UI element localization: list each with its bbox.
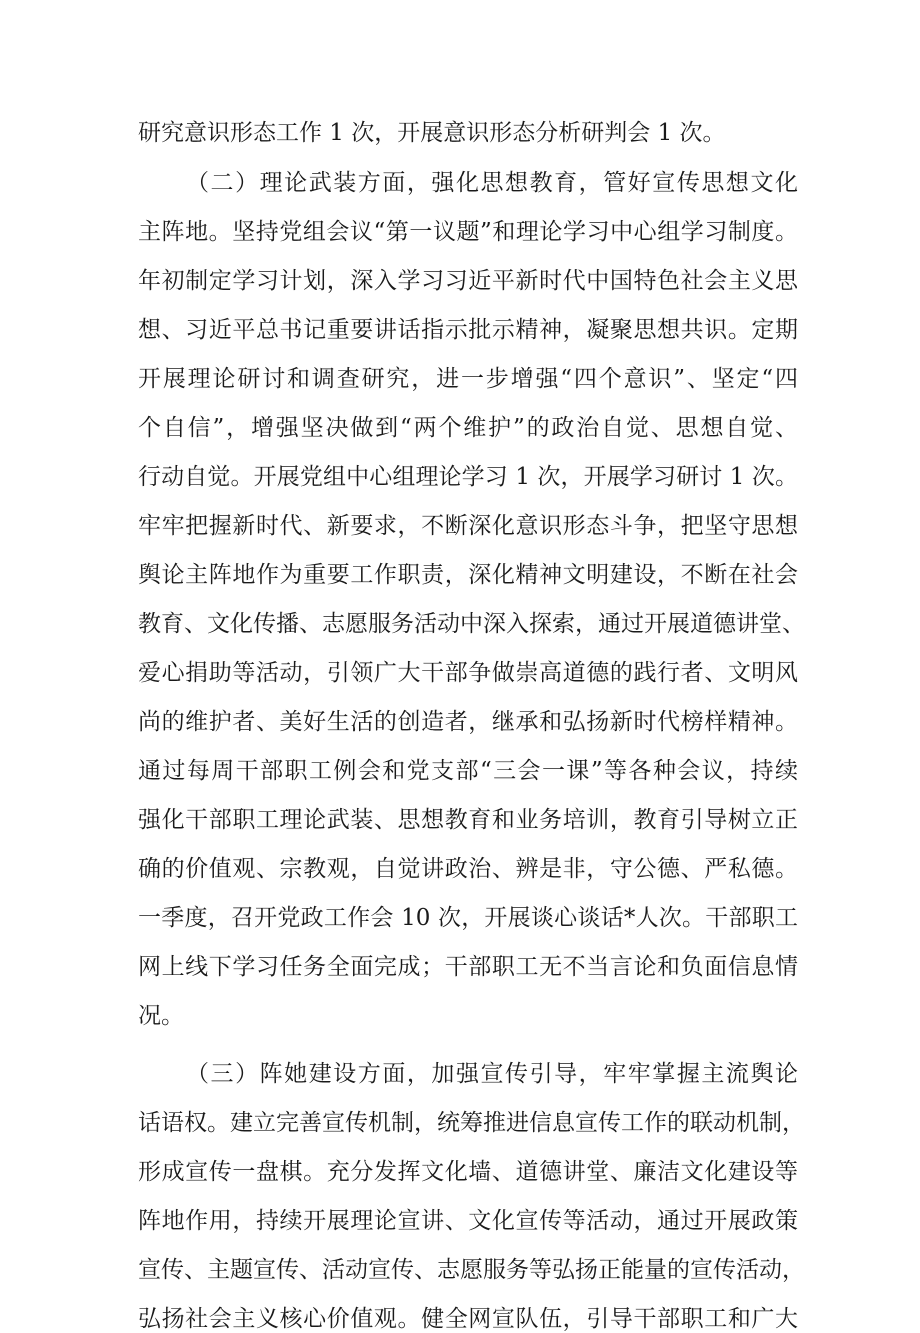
text-line: 尚的维护者、美好生活的创造者，继承和弘扬新时代榜样精神。 xyxy=(138,709,798,735)
text-line: 强化干部职工理论武装、思想教育和业务培训，教育引导树立正 xyxy=(138,807,798,833)
text-line: 牢牢把握新时代、新要求，不断深化意识形态斗争，把坚守思想 xyxy=(138,513,798,539)
text-line: 主阵地。坚持党组会议“第一议题”和理论学习中心组学习制度。 xyxy=(138,219,798,245)
text-line: 况。 xyxy=(138,1003,184,1029)
text-line: 想、习近平总书记重要讲话指示批示精神，凝聚思想共识。定期 xyxy=(138,317,798,343)
text-line: 弘扬社会主义核心价值观。健全网宣队伍，引导干部职工和广大 xyxy=(138,1306,798,1332)
text-line: 宣传、主题宣传、活动宣传、志愿服务等弘扬正能量的宣传活动， xyxy=(138,1257,805,1283)
text-line: 教育、文化传播、志愿服务活动中深入探索，通过开展道德讲堂、 xyxy=(138,611,805,637)
text-line: 形成宣传一盘棋。充分发挥文化墙、道德讲堂、廉洁文化建设等 xyxy=(138,1159,798,1185)
text-line: 话语权。建立完善宣传机制，统筹推进信息宣传工作的联动机制， xyxy=(138,1110,805,1136)
text-line: 开展理论研讨和调查研究，进一步增强“四个意识”、坚定“四 xyxy=(138,366,798,392)
text-line: 通过每周干部职工例会和党支部“三会一课”等各种会议，持续 xyxy=(138,758,798,784)
section-heading-line: （三）阵她建设方面，加强宣传引导，牢牢掌握主流舆论 xyxy=(186,1061,798,1087)
text-line: 行动自觉。开展党组中心组理论学习 1 次，开展学习研讨 1 次。 xyxy=(138,464,798,490)
text-line: 个自信”，增强坚决做到“两个维护”的政治自觉、思想自觉、 xyxy=(138,415,798,441)
text-line: 阵地作用，持续开展理论宣讲、文化宣传等活动，通过开展政策 xyxy=(138,1208,798,1234)
text-line: 网上线下学习任务全面完成；干部职工无不当言论和负面信息情 xyxy=(138,954,798,980)
text-line: 舆论主阵地作为重要工作职责，深化精神文明建设，不断在社会 xyxy=(138,562,798,588)
text-line: 爱心捐助等活动，引领广大干部争做崇高道德的践行者、文明风 xyxy=(138,660,798,686)
text-line: 一季度，召开党政工作会 10 次，开展谈心谈话*人次。干部职工 xyxy=(138,905,798,931)
text-line: 确的价值观、宗教观，自觉讲政治、辨是非，守公德、严私德。 xyxy=(138,856,798,882)
section-heading-line: （二）理论武装方面，强化思想教育，管好宣传思想文化 xyxy=(186,170,798,196)
text-line: 年初制定学习计划，深入学习习近平新时代中国特色社会主义思 xyxy=(138,268,798,294)
text-line: 研究意识形态工作 1 次，开展意识形态分析研判会 1 次。 xyxy=(138,120,726,146)
